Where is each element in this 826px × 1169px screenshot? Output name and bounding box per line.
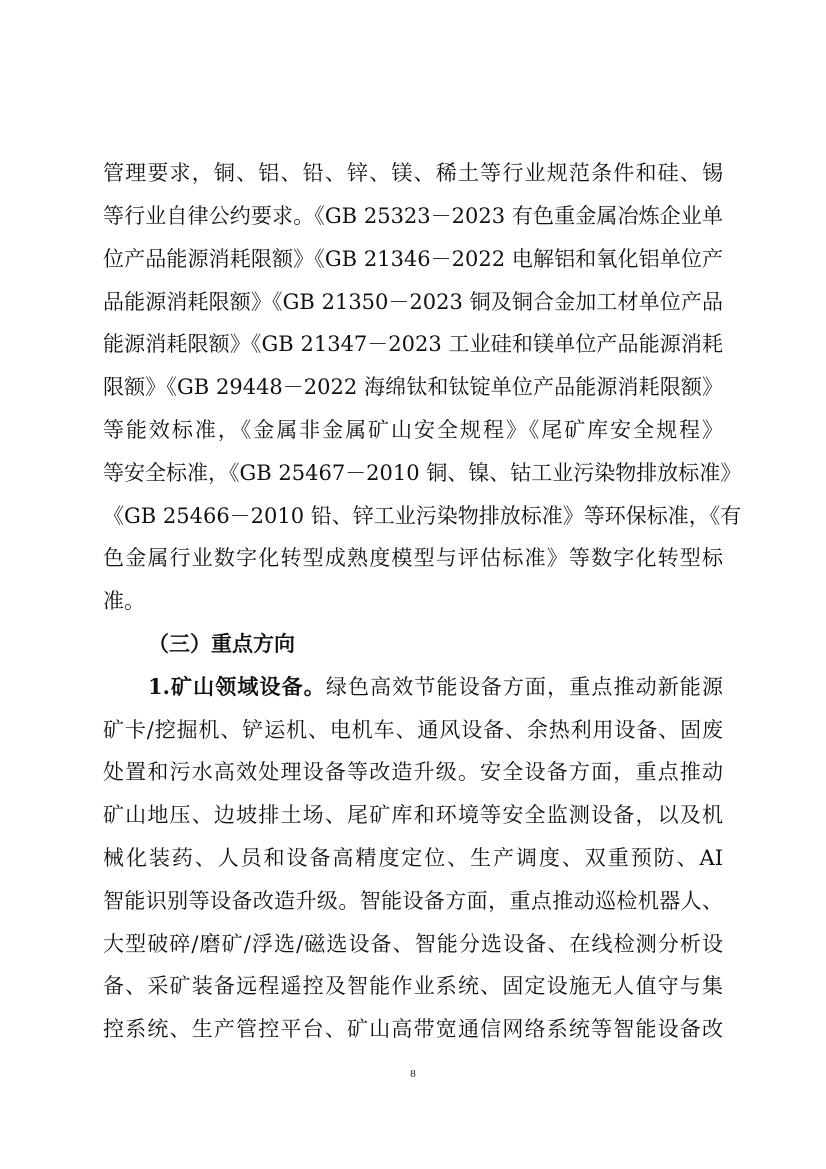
body-text-line: 管理要求，铜、铝、铅、锌、镁、稀土等行业规范条件和硅、锡 [103,161,723,185]
body-text-line: 大型破碎/磨矿/浮选/磁选设备、智能分选设备、在线检测分析设 [103,932,723,956]
body-text-line: 《GB 25466－2010 铅、锌工业污染物排放标准》等环保标准，《有 [103,504,742,528]
body-text-line: 色金属行业数字化转型成熟度模型与评估标准》等数字化转型标 [103,546,723,570]
body-text-line: 限额》《GB 29448－2022 海绵钛和钛锭单位产品能源消耗限额》 [103,375,723,399]
body-text-line: 备、采矿装备远程遥控及智能作业系统、固定设施无人值守与集 [103,974,723,998]
body-text-line: 准。 [103,589,145,613]
body-text-line: 能源消耗限额》《GB 21347－2023 工业硅和镁单位产品能源消耗 [103,332,723,356]
body-text-line: 位产品能源消耗限额》《GB 21346－2022 电解铝和氧化铝单位产 [103,247,723,271]
page-number: 8 [410,1068,416,1080]
subsection-first-line [148,670,723,704]
body-text-line: 矿山地压、边坡排土场、尾矿库和环境等安全监测设备，以及机 [103,803,723,827]
body-text-line: 智能识别等设备改造升级。智能设备方面，重点推动巡检机器人、 [103,889,723,913]
body-text-line: 控系统、生产管控平台、矿山高带宽通信网络系统等智能设备改 [103,1017,723,1041]
body-text-line: 品能源消耗限额》《GB 21350－2023 铜及铜合金加工材单位产品 [103,290,723,314]
body-text-line: 等行业自律公约要求。《GB 25323－2023 有色重金属冶炼企业单 [103,204,723,228]
body-text-line: 械化装药、人员和设备高精度定位、生产调度、双重预防、AI [103,846,723,870]
body-text-line: 处置和污水高效处理设备等改造升级。安全设备方面，重点推动 [103,760,723,784]
body-text-line: 等能效标准，《金属非金属矿山安全规程》《尾矿库安全规程》 [103,418,723,442]
subsection-title: 1.矿山领域设备。 [148,674,326,699]
body-text-line: 矿卡/挖掘机、铲运机、电机车、通风设备、余热利用设备、固废 [103,718,723,742]
body-text-line: 等安全标准，《GB 25467－2010 铜、镍、钴工业污染物排放标准》 [103,461,742,485]
section-heading: （三）重点方向 [148,631,295,656]
subsection-first-line-text: 绿色高效节能设备方面，重点推动新能源 [325,675,723,699]
